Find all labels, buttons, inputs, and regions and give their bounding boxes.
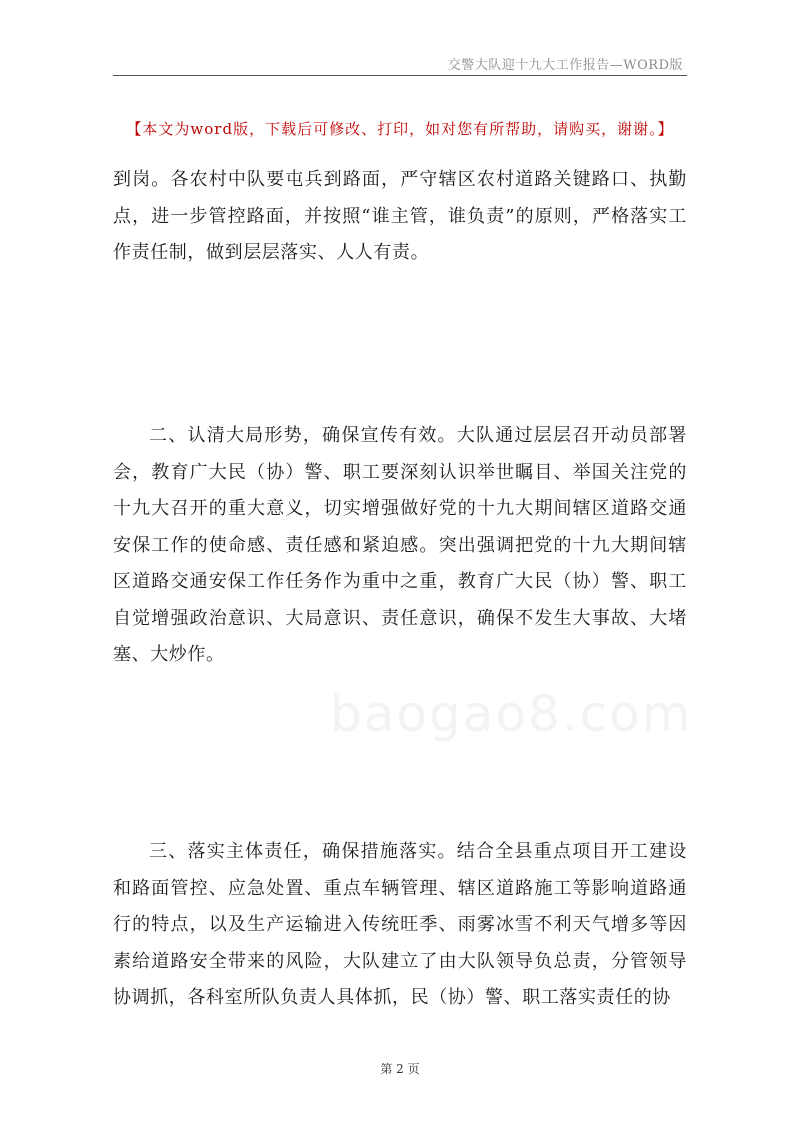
page-number: 第 2 页 — [380, 1062, 420, 1076]
paragraph-section-3: 三、落实主体责任，确保措施落实。结合全县重点项目开工建设和路面管控、应急处置、重点车辆管理、辖区道路施工等影响道路通行的特点，以及生产运输进入传统旺季、雨雾冰雪不利天气增多等因素给道路安全带来的风险，大队建立了由大队领导负总责，分管领导协调抓，各科室所队负责人具体抓，民（协）警、职工落实责任的协 — [113, 841, 687, 1008]
paragraph-continuation: 到岗。各农村中队要屯兵到路面，严守辖区农村道路关键路口、执勤点，进一步管控路面，并按照“谁主管，谁负责”的原则，严格落实工作责任制，做到层层落实、人人有责。 — [113, 169, 687, 263]
paragraph-section-2: 二、认清大局形势，确保宣传有效。大队通过层层召开动员部署会，教育广大民（协）警、职工要深刻认识举世瞩目、举国关注党的十九大召开的重大意义，切实增强做好党的十九大期间辖区道路交通安保工作的使命感、责任感和紧迫感。突出强调把党的十九大期间辖区道路交通安保工作任务作为重中之重，教育广大民（协）警、职工自觉增强政治意识、大局意识、责任意识，确保不发生大事故、大堵塞、大炒作。 — [113, 425, 687, 665]
watermark: baogao8.com — [330, 685, 693, 743]
purchase-notice: 【本文为word版，下载后可修改、打印，如对您有所帮助，请购买，谢谢。】 — [126, 120, 674, 138]
header-title: 交警大队迎十九大工作报告—WORD版 — [447, 58, 683, 73]
header-rule — [113, 75, 687, 76]
